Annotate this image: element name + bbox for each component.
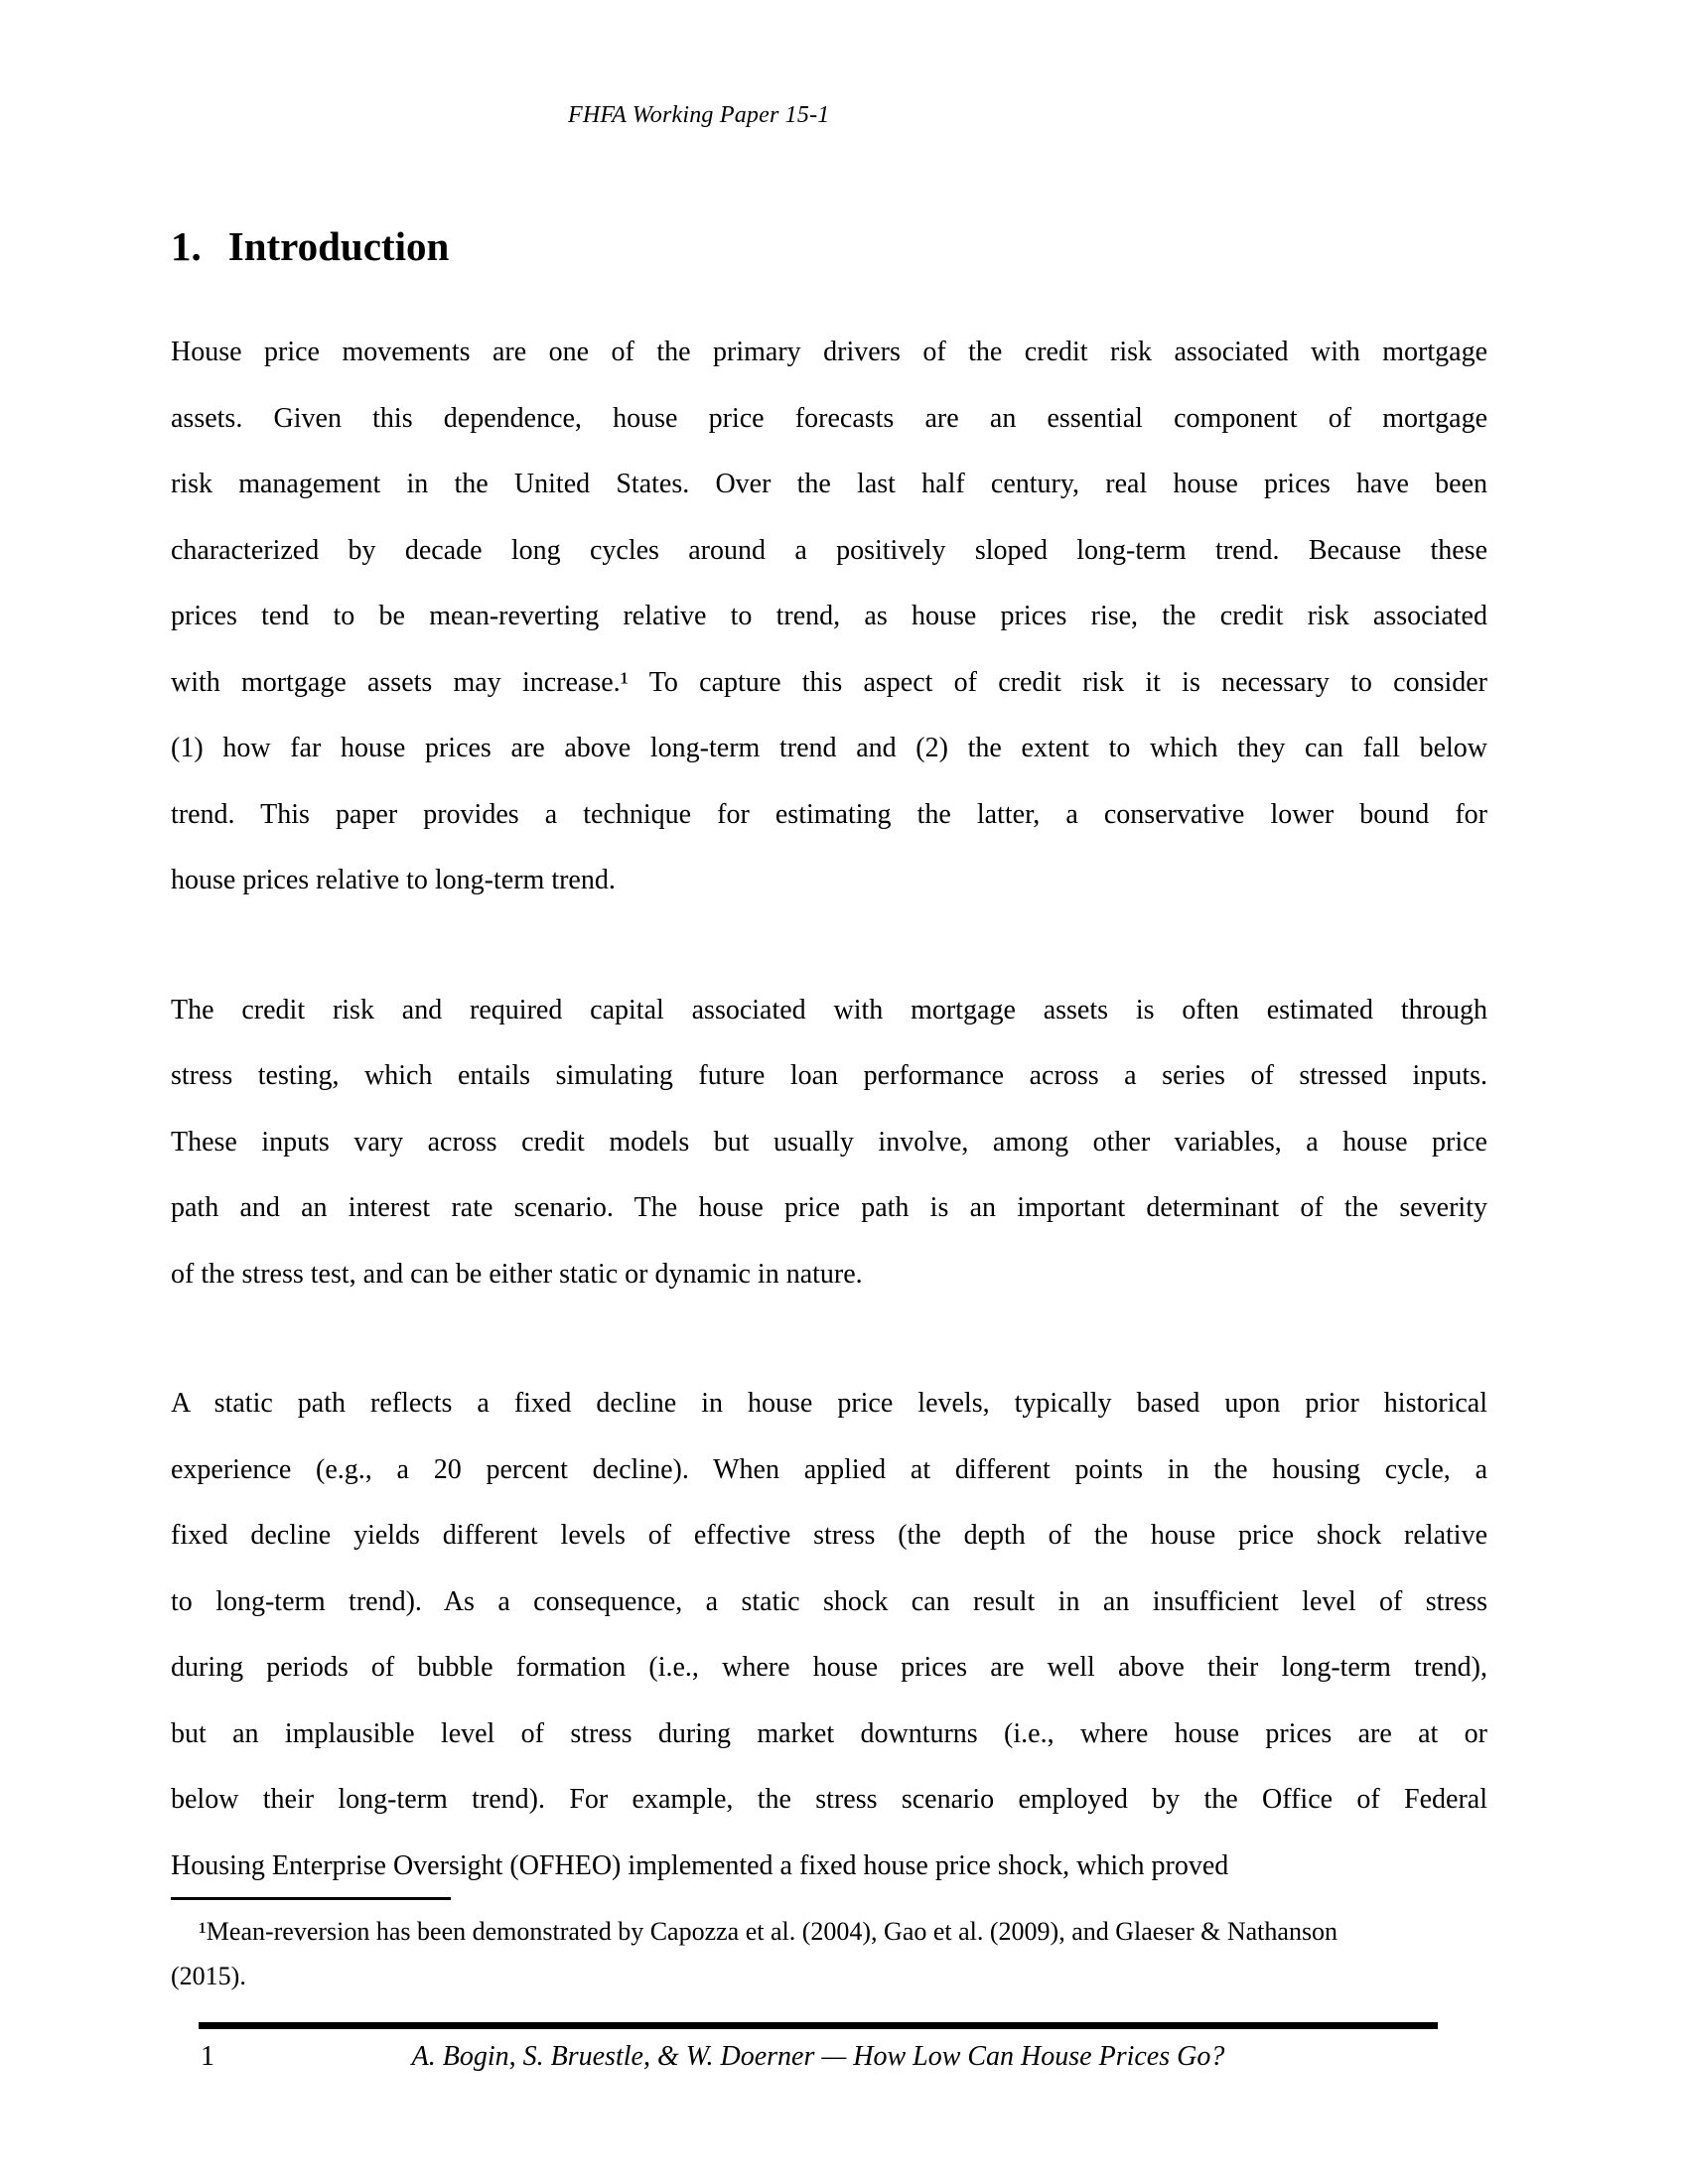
section-number: 1.: [171, 223, 202, 269]
text-line: below their long-term trend). For example, the stress scenario employed by the Office of Federal: [171, 1784, 1487, 1815]
footnote-rule: [171, 1897, 451, 1900]
text-line: These inputs vary across credit models but usually involve, among other variables, a house price: [171, 1126, 1487, 1158]
paragraph: [171, 1371, 1487, 1899]
text-line: trend. This paper provides a technique for estimating the latter, a conservative lower bound for: [171, 798, 1487, 830]
section-title: Introduction: [227, 223, 450, 269]
text-line: but an implausible level of stress during market downturns (i.e., where house prices are at or: [171, 1717, 1487, 1749]
text-line: prices tend to be mean-reverting relative to trend, as house prices rise, the credit risk associated: [171, 601, 1487, 631]
text-line: characterized by decade long cycles around a positively sloped long-term trend. Because these: [171, 534, 1487, 566]
text-line: assets. Given this dependence, house price forecasts are an essential component of mortgage: [171, 402, 1487, 434]
text-line: risk management in the United States. Over the last half century, real house prices have been: [171, 469, 1487, 499]
text-line: The credit risk and required capital associated with mortgage assets is often estimated through: [171, 994, 1487, 1025]
text-line: stress testing, which entails simulating future loan performance across a series of stressed inputs.: [171, 1060, 1487, 1091]
text-line: House price movements are one of the primary drivers of the credit risk associated with mortgage: [171, 337, 1487, 367]
text-line: path and an interest rate scenario. The house price path is an important determinant of the severity: [171, 1192, 1487, 1223]
text-line: house prices relative to long-term trend.: [171, 865, 616, 895]
text-line: to long-term trend). As a consequence, a static shock can result in an insufficient level of stress: [171, 1585, 1487, 1617]
page-footer: [199, 2022, 1438, 2074]
body-text: [171, 320, 1487, 1899]
footer-rule: [199, 2022, 1438, 2029]
text-line: A static path reflects a fixed decline in house price levels, typically based upon prior historical: [171, 1388, 1487, 1419]
text-line: experience (e.g., a 20 percent decline). When applied at different points in the housing cycle, a: [171, 1453, 1487, 1485]
section-heading: [171, 222, 449, 270]
footer-attribution: A. Bogin, S. Bruestle, & W. Doerner — How Low Can House Prices Go?: [411, 2041, 1225, 2072]
text-line: (1) how far house prices are above long-term trend and (2) the extent to which they can fall below: [171, 733, 1487, 763]
text-line: Housing Enterprise Oversight (OFHEO) implemented a fixed house price shock, which proved: [171, 1849, 1229, 1881]
running-head: FHFA Working Paper 15-1: [568, 102, 830, 128]
footnote-line: (2015).: [171, 1962, 246, 1990]
page-number: 1: [201, 2041, 214, 2072]
footnote-text: [171, 1909, 1487, 1998]
text-line: during periods of bubble formation (i.e., where house prices are well above their long-term trend),: [171, 1652, 1487, 1683]
paragraph: [171, 320, 1487, 914]
paragraph: [171, 978, 1487, 1308]
footnote-area: [171, 1897, 1487, 1998]
footnote-line: ¹Mean-reversion has been demonstrated by Capozza et al. (2004), Gao et al. (2009), and Glaeser & Nathanson: [199, 1917, 1338, 1946]
text-line: of the stress test, and can be either static or dynamic in nature.: [171, 1258, 863, 1290]
text-line: with mortgage assets may increase.¹ To capture this aspect of credit risk it is necessary to consider: [171, 666, 1487, 698]
text-line: fixed decline yields different levels of effective stress (the depth of the house price shock relative: [171, 1520, 1487, 1551]
